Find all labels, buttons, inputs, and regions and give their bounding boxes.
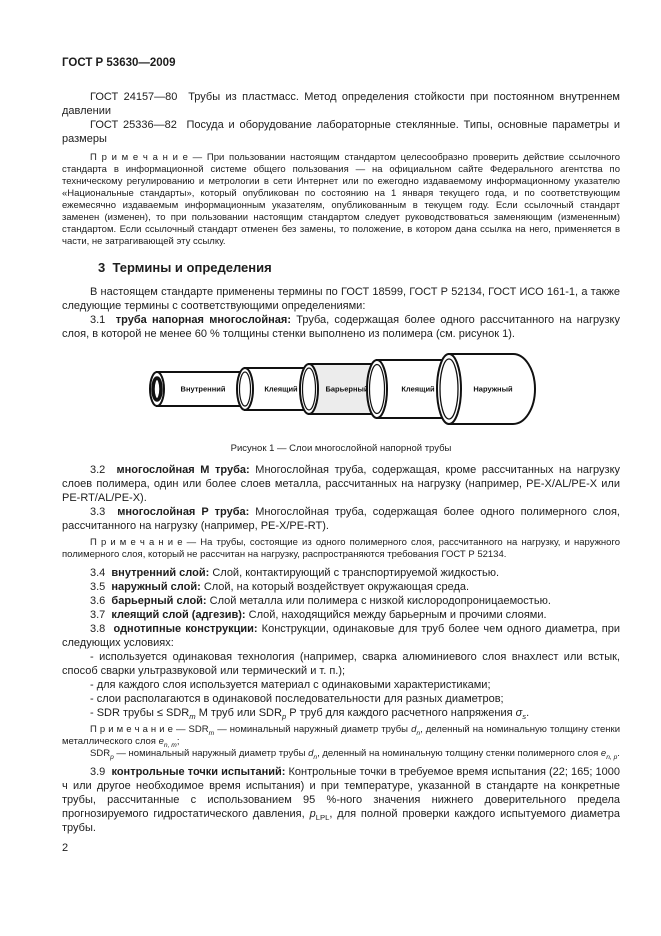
variable-sigma: σ bbox=[515, 707, 523, 719]
subscript: s bbox=[522, 712, 527, 722]
note-standard-usage: П р и м е ч а н и е — При пользовании настоящим стандартом целесообразно проверить действие ссылочного стандарта в информационной системе общего пользования — на официальном сайте Федерального агентства по техническому регулированию и метрологии в сети Интернет или по ежегодно издаваемому информационному указателю «Национальные стандарты», который опубликован по состоянию на 1 января текущего года, и по соответствующим ежемесячно издаваемым информационным указателям, опубликованным в текущем году. Если ссылочный стандарт заменен (изменен), то при пользовании настоящим стандартом следует руководствоваться заменяющим (измененным) стандартом. Если ссылочный стандарт отменен без замены, то положение, в котором дана ссылка на него, применяется в части, не затрагивающей эту ссылку. bbox=[62, 152, 620, 247]
figure-caption: Рисунок 1 — Слои многослойной напорной трубы bbox=[230, 443, 452, 454]
definition-number: 3.3 bbox=[90, 506, 118, 518]
subscript: p bbox=[281, 712, 287, 722]
definition-term: многослойная Р труба: bbox=[117, 506, 256, 518]
note-single-layer-pipes: П р и м е ч а н и е — На трубы, состоящие из одного полимерного слоя, рассчитанного на нагрузку, и наружного полимерного слоя, который не рассчитан на нагрузку, распространяются требования ГОСТ Р 52134. bbox=[62, 537, 620, 560]
definition-3-1 bbox=[62, 313, 620, 341]
definition-number: 3.2 bbox=[90, 464, 117, 476]
definition-3-4 bbox=[62, 566, 620, 580]
definition-number: 3.8 bbox=[90, 623, 114, 635]
subscript: LPL bbox=[315, 813, 330, 823]
definition-3-5 bbox=[62, 580, 620, 594]
definition-term: барьерный слой: bbox=[111, 595, 210, 607]
variable-p: p bbox=[309, 808, 316, 820]
definition-number: 3.5 bbox=[90, 581, 112, 593]
subscript: n, p bbox=[606, 753, 618, 761]
definition-text: , для полной проверки каждого испытуемого диаметра трубы. bbox=[62, 808, 621, 834]
definition-term: внутренний слой: bbox=[111, 567, 213, 579]
section-intro: В настоящем стандарте применены термины по ГОСТ 18599, ГОСТ Р 52134, ГОСТ ИСО 161-1, а также следующие термины с соответствующими определениями: bbox=[62, 286, 620, 312]
variable-e: e bbox=[158, 736, 164, 747]
note-sdr-p bbox=[62, 748, 620, 760]
variable-d: d bbox=[308, 748, 314, 759]
bullet-item-layer-order: - слои располагаются в одинаковой последовательности для разных диаметров; bbox=[90, 693, 504, 705]
definition-3-3 bbox=[62, 505, 620, 533]
note-text: — номинальный наружный диаметр трубы bbox=[214, 724, 412, 735]
subscript: m bbox=[189, 712, 196, 722]
bullet-text: . bbox=[526, 707, 530, 719]
note-sdr-m bbox=[62, 724, 620, 748]
subscript: n bbox=[416, 729, 421, 737]
bullet-item-technology: - используется одинаковая технология (например, сварка алюминиевого слоя внахлест или встык, способ сварки ультразвуковой или термический и т. п.); bbox=[62, 651, 620, 677]
definition-text: Слой, на который воздействует окружающая среда. bbox=[203, 581, 470, 593]
definition-number: 3.9 bbox=[90, 766, 112, 778]
definition-term: контрольные точки испытаний: bbox=[111, 766, 289, 778]
definition-number: 3.7 bbox=[90, 609, 112, 621]
definition-number: 3.4 bbox=[90, 567, 112, 579]
reference-item-24157: ГОСТ 24157—80 Трубы из пластмасс. Метод определения стойкости при постоянном внутреннем давлении bbox=[62, 91, 620, 117]
variable-e: e bbox=[600, 748, 607, 759]
subscript: m bbox=[208, 729, 215, 737]
definition-term: однотипные конструкции: bbox=[113, 623, 262, 635]
definition-number: 3.1 bbox=[90, 314, 116, 326]
pipe-layer-label-adhesive-1: Клеящий bbox=[264, 384, 298, 394]
bullet-text: - SDR трубы ≤ SDR bbox=[90, 707, 190, 719]
definition-text: Многослойная труба, содержащая более одного полимерного слоя, рассчитанного на нагрузку (например, PE-X/PE-RT). bbox=[62, 506, 620, 532]
subscript: n bbox=[313, 753, 318, 761]
pipe-layer-label-outer: Наружный bbox=[473, 384, 513, 394]
definition-text: Многослойная труба, содержащая, кроме рассчитанных на нагрузку слоев полимера, один или более слоев металла, рассчитанных на нагрузку (например, PE-X/AL/PE-X или PE-RT/AL/PE-X). bbox=[62, 464, 620, 504]
note-text: SDR bbox=[90, 748, 111, 759]
note-text: — номинальный наружный диаметр трубы bbox=[113, 748, 309, 759]
bullet-text: М труб или SDR bbox=[195, 707, 282, 719]
definition-3-8 bbox=[62, 622, 620, 650]
bullet-item-sdr bbox=[62, 706, 620, 720]
pipe-layer-label-barrier: Барьерный bbox=[325, 384, 369, 394]
subscript: n, m bbox=[163, 741, 177, 749]
variable-d: d bbox=[411, 724, 417, 735]
bullet-item-material: - для каждого слоя используется материал с одинаковыми характеристиками; bbox=[90, 679, 491, 691]
page-number: 2 bbox=[62, 842, 69, 854]
definition-3-9 bbox=[62, 765, 620, 835]
figure-1 bbox=[62, 347, 620, 455]
bullet-text: Р труб для каждого расчетного напряжения bbox=[286, 707, 516, 719]
subscript: p bbox=[110, 753, 114, 761]
definition-3-6 bbox=[62, 594, 620, 608]
pipe-bore bbox=[153, 378, 161, 400]
definition-term: клеящий слой (адгезив): bbox=[111, 609, 249, 621]
note-text: , деленный на номинальную толщину стенки металлического слоя bbox=[62, 724, 621, 747]
pipe-layer-label-inner: Внутренний bbox=[180, 384, 226, 394]
note-text: . bbox=[617, 748, 620, 759]
definition-text: Конструкции, одинаковые для труб более чем одного диаметра, при следующих условиях: bbox=[62, 623, 620, 649]
section-heading-terms: 3 Термины и определения bbox=[98, 260, 272, 275]
definition-term: многослойная М труба: bbox=[116, 464, 256, 476]
definition-text: Контрольные точки в требуемое время испытания (22; 165; 1000 ч или другое необходимое время испытания) и при температуре, указанной в стандарте на конкретные трубы, рассчитанные с использованием 95 %-ного значения нижнего доверительного предела прогнозируемого гидростатического давления, bbox=[62, 766, 621, 820]
note-sdr-definitions bbox=[62, 724, 620, 760]
definition-text: Слой, находящийся между барьерным и прочими слоями. bbox=[248, 609, 547, 621]
note-text: ; bbox=[176, 736, 180, 747]
multilayer-pipe-diagram bbox=[141, 347, 541, 431]
definition-text: Труба, содержащая более одного рассчитанного на нагрузку слоя, в которой не менее 60 % толщины стенки выполнено из полимера (см. рисунок 1). bbox=[62, 314, 620, 340]
definition-3-7 bbox=[62, 608, 620, 622]
definition-text: Слой металла или полимера с низкой кислородопроницаемостью. bbox=[209, 595, 551, 607]
pipe-layer-label-adhesive-2: Клеящий bbox=[401, 384, 435, 394]
note-text: , деленный на номинальную толщину стенки полимерного слоя bbox=[317, 748, 601, 759]
definition-number: 3.6 bbox=[90, 595, 112, 607]
reference-item-25336: ГОСТ 25336—82 Посуда и оборудование лабораторные стеклянные. Типы, основные параметры и размеры bbox=[62, 119, 620, 145]
note-text: П р и м е ч а н и е — SDR bbox=[90, 724, 209, 735]
definition-text: Слой, контактирующий с транспортируемой жидкостью. bbox=[212, 567, 500, 579]
definition-term: наружный слой: bbox=[111, 581, 204, 593]
definition-3-2 bbox=[62, 463, 620, 505]
definition-term: труба напорная многослойная: bbox=[115, 314, 297, 326]
page-header: ГОСТ Р 53630—2009 bbox=[62, 57, 176, 69]
